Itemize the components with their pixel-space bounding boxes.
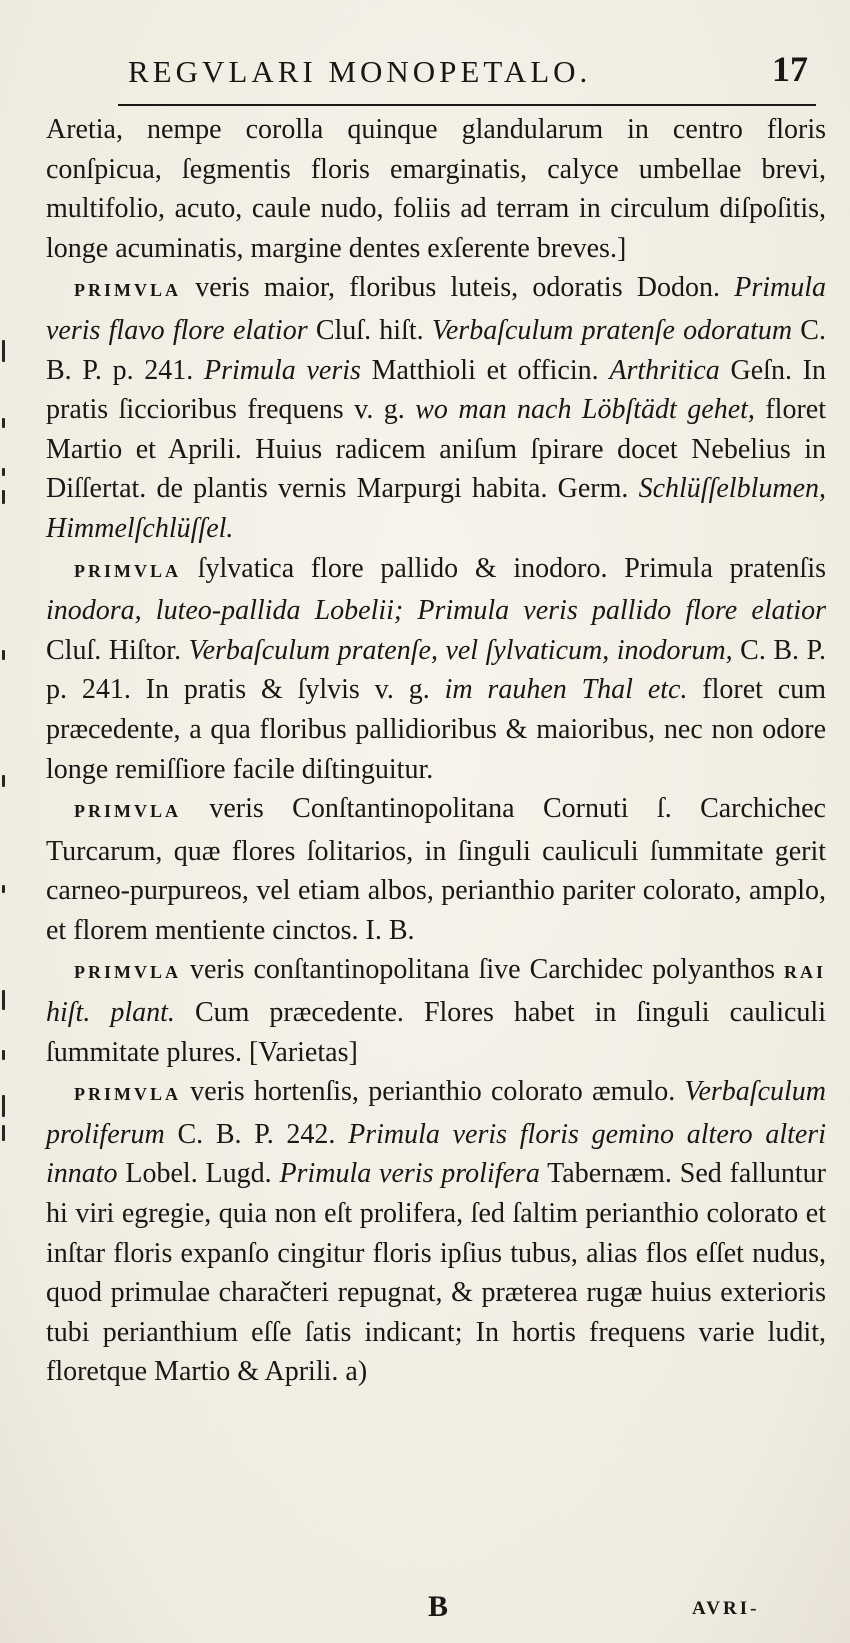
text-run: Cluſ. Hiſtor.: [46, 634, 189, 666]
italic-run: im rauhen Thal etc.: [444, 674, 688, 706]
paragraph-p4: [46, 789, 826, 950]
paragraph-p2: [46, 268, 826, 548]
binding-edge-marks: [0, 0, 16, 1643]
text-run: veris hortenſis, perianthio colorato æmulo.: [181, 1076, 685, 1108]
text-run: Cluſ. hiſt.: [307, 314, 432, 346]
text-run: C. B. P. p. 241. In pratis & ſylvis v. g.: [46, 634, 826, 706]
paragraph-p1: [46, 110, 826, 268]
small-caps-run: RAI: [783, 962, 826, 983]
italic-run: wo man nach Löbſtädt gehet,: [415, 394, 755, 426]
text-run: Lobel. Lugd.: [117, 1158, 280, 1190]
italic-run: Primula veris prolifera: [279, 1158, 540, 1190]
italic-run: Verbaſculum proliferum: [46, 1076, 826, 1150]
italic-run: Arthritica: [609, 354, 720, 386]
text-run: Aretia, nempe corolla quinque glandularum in centro floris conſpicua, ſegmentis floris emarginatis, calyce umbellae brevi, multifolio, acuto, caule nudo, foliis ad terram in circulum diſpoſitis, longe acuminatis, margine dentes exſerente breves.]: [46, 114, 826, 264]
text-run: C. B. P. 242.: [164, 1118, 349, 1150]
italic-run: Primula veris floris gemino altero alteri innato: [46, 1118, 826, 1190]
small-caps-run: PRIMVLA: [74, 1084, 181, 1105]
paragraph-p6: [46, 1072, 826, 1392]
small-caps-run: PRIMVLA: [74, 560, 181, 581]
text-run: Matthioli et officin.: [360, 354, 610, 386]
small-caps-run: PRIMVLA: [74, 962, 181, 983]
italic-run: Primula veris: [204, 354, 361, 386]
text-run: C. B. P. p. 241.: [46, 314, 826, 386]
text-run: Geſn. In pratis ſiccioribus frequens v. g.: [46, 354, 826, 426]
text-run: floret cum præcedente, a qua floribus pallidioribus & maioribus, nec non odore longe remiſſiore facile diſtinguitur.: [46, 674, 827, 785]
text-run: veris maior, floribus luteis, odoratis Dodon.: [181, 272, 735, 304]
catchword: AVRI-: [692, 1598, 760, 1619]
italic-run: hiſt. plant.: [46, 997, 175, 1029]
small-caps-run: PRIMVLA: [74, 801, 181, 822]
text-run: Tabernæm. Sed falluntur hi viri egregie, quia non eſt prolifera, ſed ſaltim perianthio colorato et inſtar floris expanſo cingitur floris ipſius tubus, alias flos eſſet nudus, quod primulae charačteri repugnat, & præterea rugæ huius exterioris tubi perianthium eſſe ſatis indicant; In hortis frequens varie ludit, floretque Martio & Aprili. a): [46, 1158, 826, 1388]
paragraph-p3: [46, 549, 826, 790]
text-run: ſylvatica flore pallido & inodoro. Primula pratenſis: [181, 552, 826, 584]
text-run: floret Martio et Aprili. Huius radicem aniſum ſpirare docet Nebelius in Diſſertat. de plantis vernis Marpurgi habita. Germ.: [46, 394, 826, 505]
signature-mark: B: [428, 1590, 449, 1623]
paragraph-p5: [46, 950, 826, 1072]
text-run: veris Conſtantinopolitana Cornuti ſ. Carchichec Turcarum, quæ flores ſolitarios, in ſinguli cauliculi ſummitate gerit carneo-purpureos, vel etiam albos, perianthio pariter colorato, amplo, et florem mentiente cinctos. I. B.: [46, 793, 826, 946]
text-run: Cum præcedente. Flores habet in ſinguli cauliculi ſummitate plures. [Varietas]: [46, 997, 826, 1068]
italic-run: Verbaſculum pratenſe odoratum: [431, 314, 793, 346]
page-number: 17: [772, 49, 808, 89]
italic-run: Schlüſſelblumen, Himmelſchlüſſel.: [46, 473, 826, 544]
page-header: [48, 48, 818, 98]
italic-run: Primula veris flavo flore elatior: [46, 272, 826, 346]
page-footer: [0, 1590, 850, 1630]
small-caps-run: PRIMVLA: [74, 280, 181, 301]
body-text: [46, 110, 826, 1392]
text-run: veris conſtantinopolitana ſive Carchidec polyanthos: [181, 954, 784, 986]
header-rule: [118, 104, 816, 106]
italic-run: inodora, luteo-pallida Lobelii; Primula veris pallido flore elatior: [46, 595, 826, 627]
running-head: REGVLARI MONOPETALO.: [128, 54, 592, 89]
italic-run: Verbaſculum pratenſe, vel ſylvaticum, inodorum,: [188, 634, 733, 666]
